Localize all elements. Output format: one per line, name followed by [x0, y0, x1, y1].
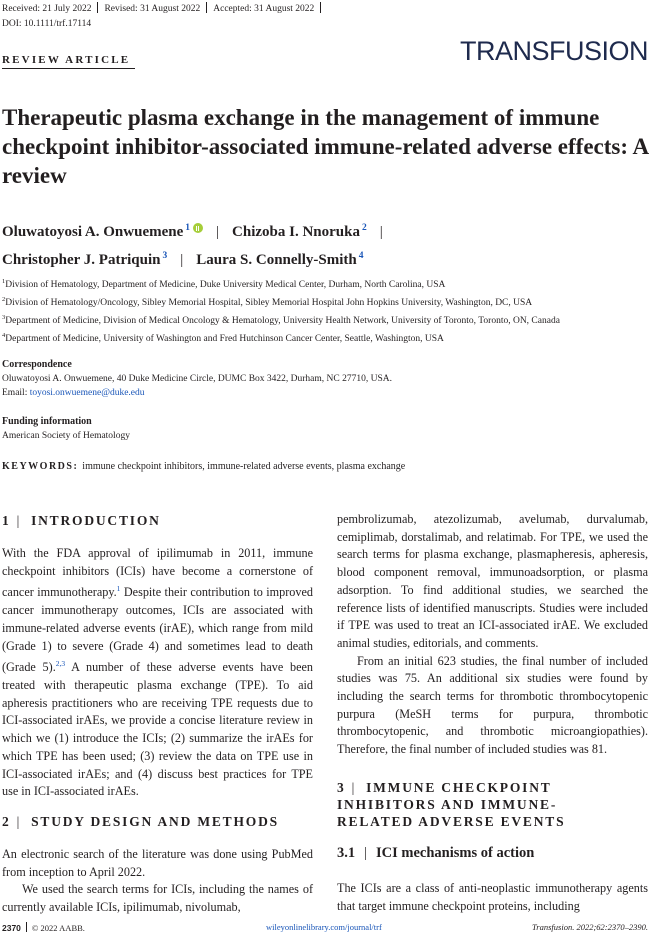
divider — [26, 922, 27, 932]
affiliation — [2, 332, 444, 344]
correspondence-email — [2, 387, 145, 400]
affiliation-text: Division of Hematology/Oncology, Sibley Memorial Hospital, Sibley Memorial Hospital John Hopkins University, Washington, DC, USA — [5, 298, 533, 309]
intro-text: A number of these adverse events have been treated with therapeutic plasma exchange (TPE). To aid apheresis practitioners who are receiving TPE requests due to ICI-associated irAEs, we provide a concise literature review in which we (1) introduce the ICIs; (2) summarize the irAEs for which TPE has been used; (3) review the data on TPE use in ICI-associated irAEs; and (4) discuss best practices for TPE use in ICI-associated irAEs. — [2, 660, 314, 799]
section-title: STUDY DESIGN AND METHODS — [31, 814, 279, 829]
affiliation-text: Department of Medicine, Division of Medical Oncology & Hematology, University Health Network, University of Toronto, Toronto, ON, Canada — [5, 316, 560, 327]
intro-text: With the FDA approval of ipilimumab in 2011, immune checkpoint inhibitors (ICIs) have become a cornerstone of cancer immunotherapy. — [2, 546, 313, 600]
revised-date: Revised: 31 August 2022 — [104, 4, 201, 14]
author-affil-ref[interactable]: 2 — [361, 223, 367, 233]
subsection-number: 3.1 — [337, 845, 356, 861]
author-separator: | — [379, 224, 383, 240]
keywords-text: immune checkpoint inhibitors, immune-related adverse events, plasma exchange — [82, 461, 406, 472]
author-affil-ref[interactable]: 1 — [185, 223, 191, 233]
ici-text: The ICIs are a class of anti-neoplastic immunotherapy agents that target immune checkpoint proteins, including — [337, 881, 648, 913]
methods-text: pembrolizumab, atezolizumab, avelumab, durvalumab, cemiplimab, dorstalimab, and relatimab. For TPE, we used the search terms for plasma exchange, plasmapheresis, apheresis, blood component removal, immunoadsorption, or plasma adsorption. To find additional studies, we searched the reference lists of identified manuscripts. Studies were included if TPE was used to treat an ICI-associated irAE. We excluded animal studies, editorials, and comments. — [337, 512, 648, 650]
affiliation — [2, 314, 560, 326]
email-label: Email: — [2, 388, 28, 398]
section-number: 1 — [2, 513, 11, 528]
keywords-label: KEYWORDS: — [2, 461, 79, 472]
methods-text: From an initial 623 studies, the final number of included studies was 75. An additional six studies were found by including the search terms for thrombotic thrombocytopenic purpura (MeSH terms for purpura, thrombotic thrombocytopenic, and thrombotic microangiopathies). Therefore, the final number of included studies was 81. — [337, 653, 648, 757]
heading-separator: | — [16, 513, 22, 528]
section-heading-methods — [2, 813, 313, 830]
copyright: © 2022 AABB. — [31, 923, 85, 933]
methods-paragraph — [2, 846, 313, 917]
affiliation-number: 3 — [2, 314, 6, 321]
article-title: Therapeutic plasma exchange in the management of immune checkpoint inhibitor-associated immune-related adverse effects: A review — [2, 105, 648, 188]
header-rule — [2, 68, 135, 69]
heading-separator: | — [16, 814, 22, 829]
citation-ref[interactable]: 2,3 — [55, 659, 66, 669]
section-heading-ici — [337, 779, 648, 830]
methods-text: An electronic search of the literature was done using PubMed from inception to April 2022. — [2, 847, 313, 879]
divider — [97, 2, 98, 13]
orcid-icon[interactable] — [193, 223, 203, 233]
affiliation-text: Division of Hematology, Department of Medicine, Duke University Medical Center, Durham, North Carolina, USA — [5, 280, 446, 291]
affiliation-number: 4 — [2, 332, 6, 339]
accepted-date: Accepted: 31 August 2022 — [213, 4, 315, 14]
author-name[interactable]: Laura S. Connelly-Smith — [196, 252, 357, 268]
author-separator: | — [216, 224, 220, 240]
heading-separator: | — [364, 845, 368, 861]
author-name[interactable]: Christopher J. Patriquin — [2, 252, 161, 268]
correspondence-label: Correspondence — [2, 359, 72, 370]
page-number: 2370 — [2, 923, 21, 933]
article-type: REVIEW ARTICLE — [2, 54, 131, 66]
citation-ref[interactable]: 1 — [116, 584, 121, 594]
author-affil-ref[interactable]: 3 — [162, 251, 168, 261]
intro-text: Despite their contribution to improved cancer immunotherapy outcomes, ICIs are associated with immune-related adverse events (irAE), which range from mild (Grade 1) to severe (Grade 4) and sometimes lead to death (Grade 5). — [2, 585, 314, 675]
section-heading-introduction — [2, 512, 313, 529]
methods-continued-paragraph — [337, 511, 648, 759]
article-dates — [2, 2, 327, 14]
affiliation — [2, 278, 445, 290]
divider — [206, 2, 207, 13]
methods-text: We used the search terms for ICIs, including the names of currently available ICIs, ipilimumab, nivolumab, — [2, 882, 313, 915]
page-footer — [2, 922, 648, 933]
introduction-paragraph — [2, 545, 313, 801]
journal-logo: TRANSFUSION — [459, 36, 648, 66]
author-affil-ref[interactable]: 4 — [358, 251, 364, 261]
section-number: 3 — [337, 780, 346, 795]
section-title: IMMUNE CHECKPOINT — [366, 780, 552, 795]
section-title: RELATED ADVERSE EVENTS — [337, 814, 566, 829]
subsection-heading — [337, 845, 648, 862]
divider — [320, 2, 321, 13]
funding-label: Funding information — [2, 416, 92, 427]
email-link[interactable]: toyosi.onwuemene@duke.edu — [29, 388, 145, 398]
correspondence-address: Oluwatoyosi A. Onwuemene, 40 Duke Medicine Circle, DUMC Box 3422, Durham, NC 27710, USA. — [2, 374, 392, 384]
affiliation — [2, 296, 532, 308]
author-name[interactable]: Oluwatoyosi A. Onwuemene — [2, 224, 184, 240]
affiliation-text: Department of Medicine, University of Washington and Fred Hutchinson Cancer Center, Seattle, Washington, USA — [5, 334, 444, 345]
affiliation-number: 2 — [2, 296, 6, 303]
author-name[interactable]: Chizoba I. Nnoruka — [232, 224, 360, 240]
author-list — [2, 216, 648, 272]
section-number: 2 — [2, 814, 11, 829]
funding-text: American Society of Hematology — [2, 431, 130, 441]
heading-separator: | — [351, 780, 357, 795]
affiliation-number: 1 — [2, 278, 6, 285]
received-date: Received: 21 July 2022 — [2, 4, 92, 14]
citation: Transfusion. 2022;62:2370–2390. — [532, 922, 648, 932]
section-title: INTRODUCTION — [31, 513, 161, 528]
journal-url[interactable]: wileyonlinelibrary.com/journal/trf — [266, 922, 382, 932]
doi: DOI: 10.1111/trf.17114 — [2, 19, 92, 29]
keywords — [2, 461, 405, 472]
ici-paragraph — [337, 880, 648, 915]
section-title: INHIBITORS AND IMMUNE- — [337, 797, 558, 812]
author-separator: | — [180, 252, 184, 268]
subsection-title: ICI mechanisms of action — [376, 845, 535, 861]
